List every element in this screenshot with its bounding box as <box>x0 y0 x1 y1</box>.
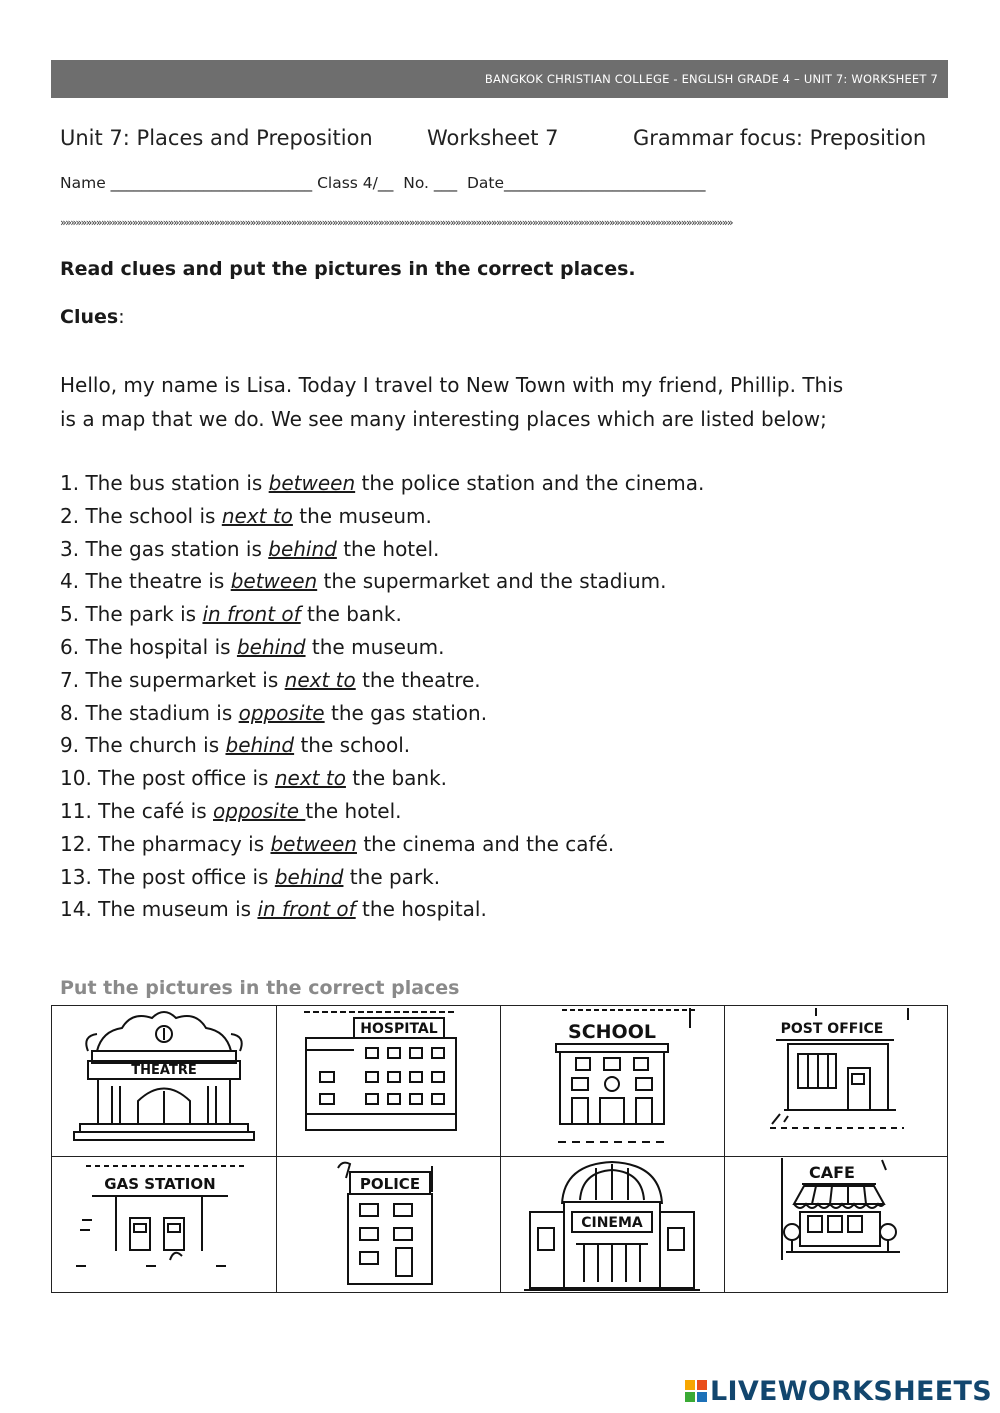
liveworksheets-logo-icon <box>685 1380 707 1402</box>
unit-title: Unit 7: Places and Preposition <box>60 126 373 150</box>
school-label: SCHOOL <box>568 1021 656 1043</box>
clue-item: 8. The stadium is opposite the gas station. <box>60 700 488 725</box>
liveworksheets-watermark <box>685 1376 992 1407</box>
clues-colon: : <box>118 306 125 328</box>
separator: »»»»»»»»»»»»»»»»»»»»»»»»»»»»»»»»»»»»»»»»»»»»»»»»»»»»»»»»»»»»»»»»»»»»»»»»»»»»»»»»»»»»»»»»»»»»»»»»»»»»»»»»»»»»»»»»»»»»»»»»»»»»»»»»»»» <box>60 216 733 229</box>
post-office-label: POST OFFICE <box>780 1021 884 1037</box>
clue-item: 1. The bus station is between the police station and the cinema. <box>60 471 705 495</box>
police-picture[interactable] <box>276 1156 500 1299</box>
gas-station-picture[interactable] <box>52 1156 276 1299</box>
clue-item: 4. The theatre is between the supermarket and the stadium. <box>60 569 667 594</box>
theatre-picture[interactable] <box>52 1006 276 1149</box>
intro-paragraph <box>60 368 950 436</box>
clue-item: 5. The park is in front of the bank. <box>60 602 402 627</box>
intro-line-1: Hello, my name is Lisa. Today I travel to New Town with my friend, Phillip. This <box>60 373 844 397</box>
grammar-focus: Grammar focus: Preposition <box>633 126 927 150</box>
hospital-label: HOSPITAL <box>360 1021 438 1037</box>
watermark-text: LIVEWORKSHEETS <box>709 1376 992 1407</box>
student-info-line: Name __________________________ Class 4/__ No. ___ Date__________________________ <box>60 174 706 192</box>
picture-grid <box>51 1005 948 1293</box>
clue-item: 3. The gas station is behind the hotel. <box>60 536 440 561</box>
clue-list <box>60 467 704 926</box>
cinema-label: CINEMA <box>581 1215 643 1231</box>
gas-station-label: GAS STATION <box>104 1175 216 1193</box>
clue-item: 9. The church is behind the school. <box>60 733 411 758</box>
clue-item: 13. The post office is behind the park. <box>60 864 441 889</box>
clue-item: 14. The museum is in front of the hospital. <box>60 897 487 922</box>
clue-item: 6. The hospital is behind the museum. <box>60 634 445 659</box>
clues-heading <box>60 306 125 328</box>
header-bar <box>51 60 948 98</box>
post-office-picture[interactable] <box>724 1006 948 1149</box>
header-bar-text: BANGKOK CHRISTIAN COLLEGE - ENGLISH GRADE 4 – UNIT 7: WORKSHEET 7 <box>484 72 938 86</box>
instruction: Read clues and put the pictures in the correct places. <box>60 258 636 280</box>
clue-item: 10. The post office is next to the bank. <box>60 766 448 791</box>
hospital-picture[interactable] <box>276 1006 500 1149</box>
cinema-picture[interactable] <box>500 1156 724 1299</box>
clue-item: 2. The school is next to the museum. <box>60 503 432 528</box>
pictures-heading: Put the pictures in the correct places <box>60 977 460 999</box>
clue-item: 11. The café is opposite the hotel. <box>60 798 402 823</box>
cafe-label: CAFE <box>809 1163 855 1182</box>
cafe-picture[interactable] <box>724 1156 948 1299</box>
intro-line-2: is a map that we do. We see many interesting places which are listed below; <box>60 407 827 431</box>
theatre-label: THEATRE <box>131 1063 197 1078</box>
clue-item: 12. The pharmacy is between the cinema and the café. <box>60 831 615 856</box>
clues-label: Clues <box>60 306 119 328</box>
school-picture[interactable] <box>500 1006 724 1149</box>
clue-item: 7. The supermarket is next to the theatre. <box>60 667 481 692</box>
worksheet-title: Worksheet 7 <box>427 126 559 150</box>
police-label: POLICE <box>359 1175 421 1193</box>
